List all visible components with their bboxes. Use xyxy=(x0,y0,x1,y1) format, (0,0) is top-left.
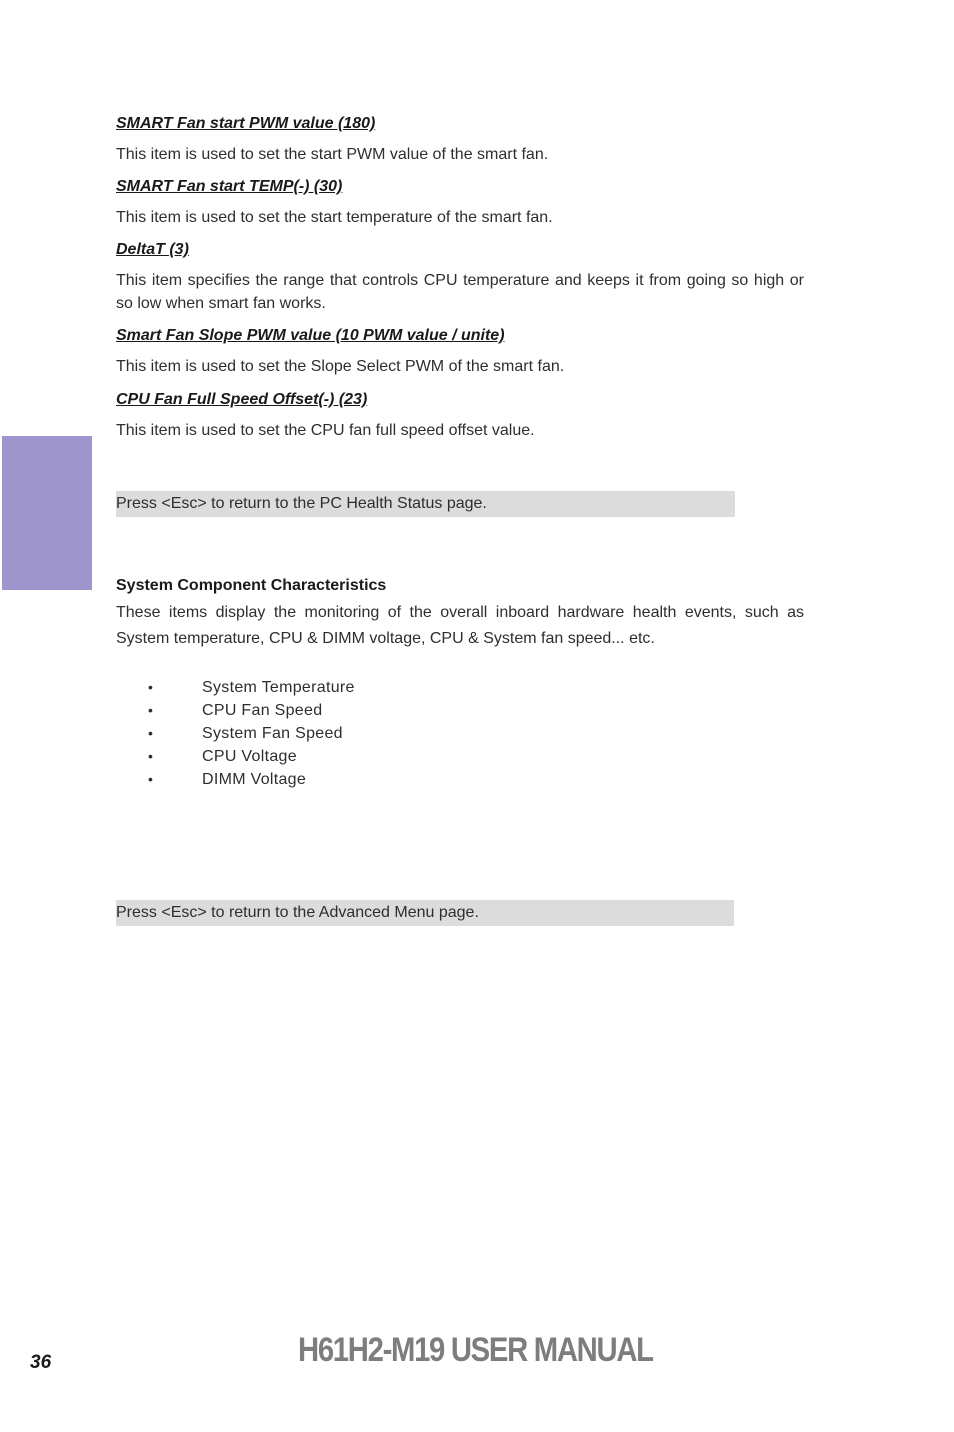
item-description-smart-fan-slope-pwm: This item is used to set the Slope Select PWM of the smart fan. xyxy=(116,358,565,375)
bullet-icon: • xyxy=(148,748,154,764)
list-item-label: System Fan Speed xyxy=(202,725,343,742)
system-component-heading: System Component Characteristics xyxy=(116,577,387,594)
item-title-smart-fan-start-pwm: SMART Fan start PWM value (180) xyxy=(116,115,376,132)
item-description-cpu-fan-full-speed-offset: This item is used to set the CPU fan full speed offset value. xyxy=(116,422,535,439)
list-item xyxy=(148,745,355,768)
list-item-label: CPU Fan Speed xyxy=(202,702,323,719)
manual-footer-title: H61H2-M19 USER MANUAL xyxy=(298,1331,653,1369)
item-title-smart-fan-slope-pwm: Smart Fan Slope PWM value (10 PWM value / unite) xyxy=(116,327,505,344)
item-description-smart-fan-start-pwm: This item is used to set the start PWM value of the smart fan. xyxy=(116,146,549,163)
esc-return-health-status-note: Press <Esc> to return to the PC Health Status page. xyxy=(116,491,735,517)
page-number: 36 xyxy=(30,1352,52,1373)
item-description-deltat: This item specifies the range that controls CPU temperature and keeps it from going so high or so low when smart fan works. xyxy=(116,272,804,312)
item-title-deltat: DeltaT (3) xyxy=(116,241,189,258)
list-item-label: System Temperature xyxy=(202,679,355,696)
list-item-label: CPU Voltage xyxy=(202,748,297,765)
list-item-label: DIMM Voltage xyxy=(202,771,307,788)
monitored-items-list xyxy=(148,676,355,791)
item-title-smart-fan-start-temp: SMART Fan start TEMP(-) (30) xyxy=(116,178,343,195)
bullet-icon: • xyxy=(148,702,154,718)
bullet-icon: • xyxy=(148,725,154,741)
list-item xyxy=(148,722,355,745)
list-item xyxy=(148,699,355,722)
item-title-cpu-fan-full-speed-offset: CPU Fan Full Speed Offset(-) (23) xyxy=(116,391,368,408)
list-item xyxy=(148,676,355,699)
esc-return-advanced-menu-note: Press <Esc> to return to the Advanced Menu page. xyxy=(116,900,734,926)
list-item xyxy=(148,768,355,791)
system-component-description: These items display the monitoring of the overall inboard hardware health events, such as System temperature, CPU & DIMM voltage, CPU & System fan speed... etc. xyxy=(116,604,804,647)
bullet-icon: • xyxy=(148,679,154,695)
item-description-smart-fan-start-temp: This item is used to set the start temperature of the smart fan. xyxy=(116,209,553,226)
chapter-side-tab xyxy=(2,436,92,590)
bullet-icon: • xyxy=(148,771,154,787)
